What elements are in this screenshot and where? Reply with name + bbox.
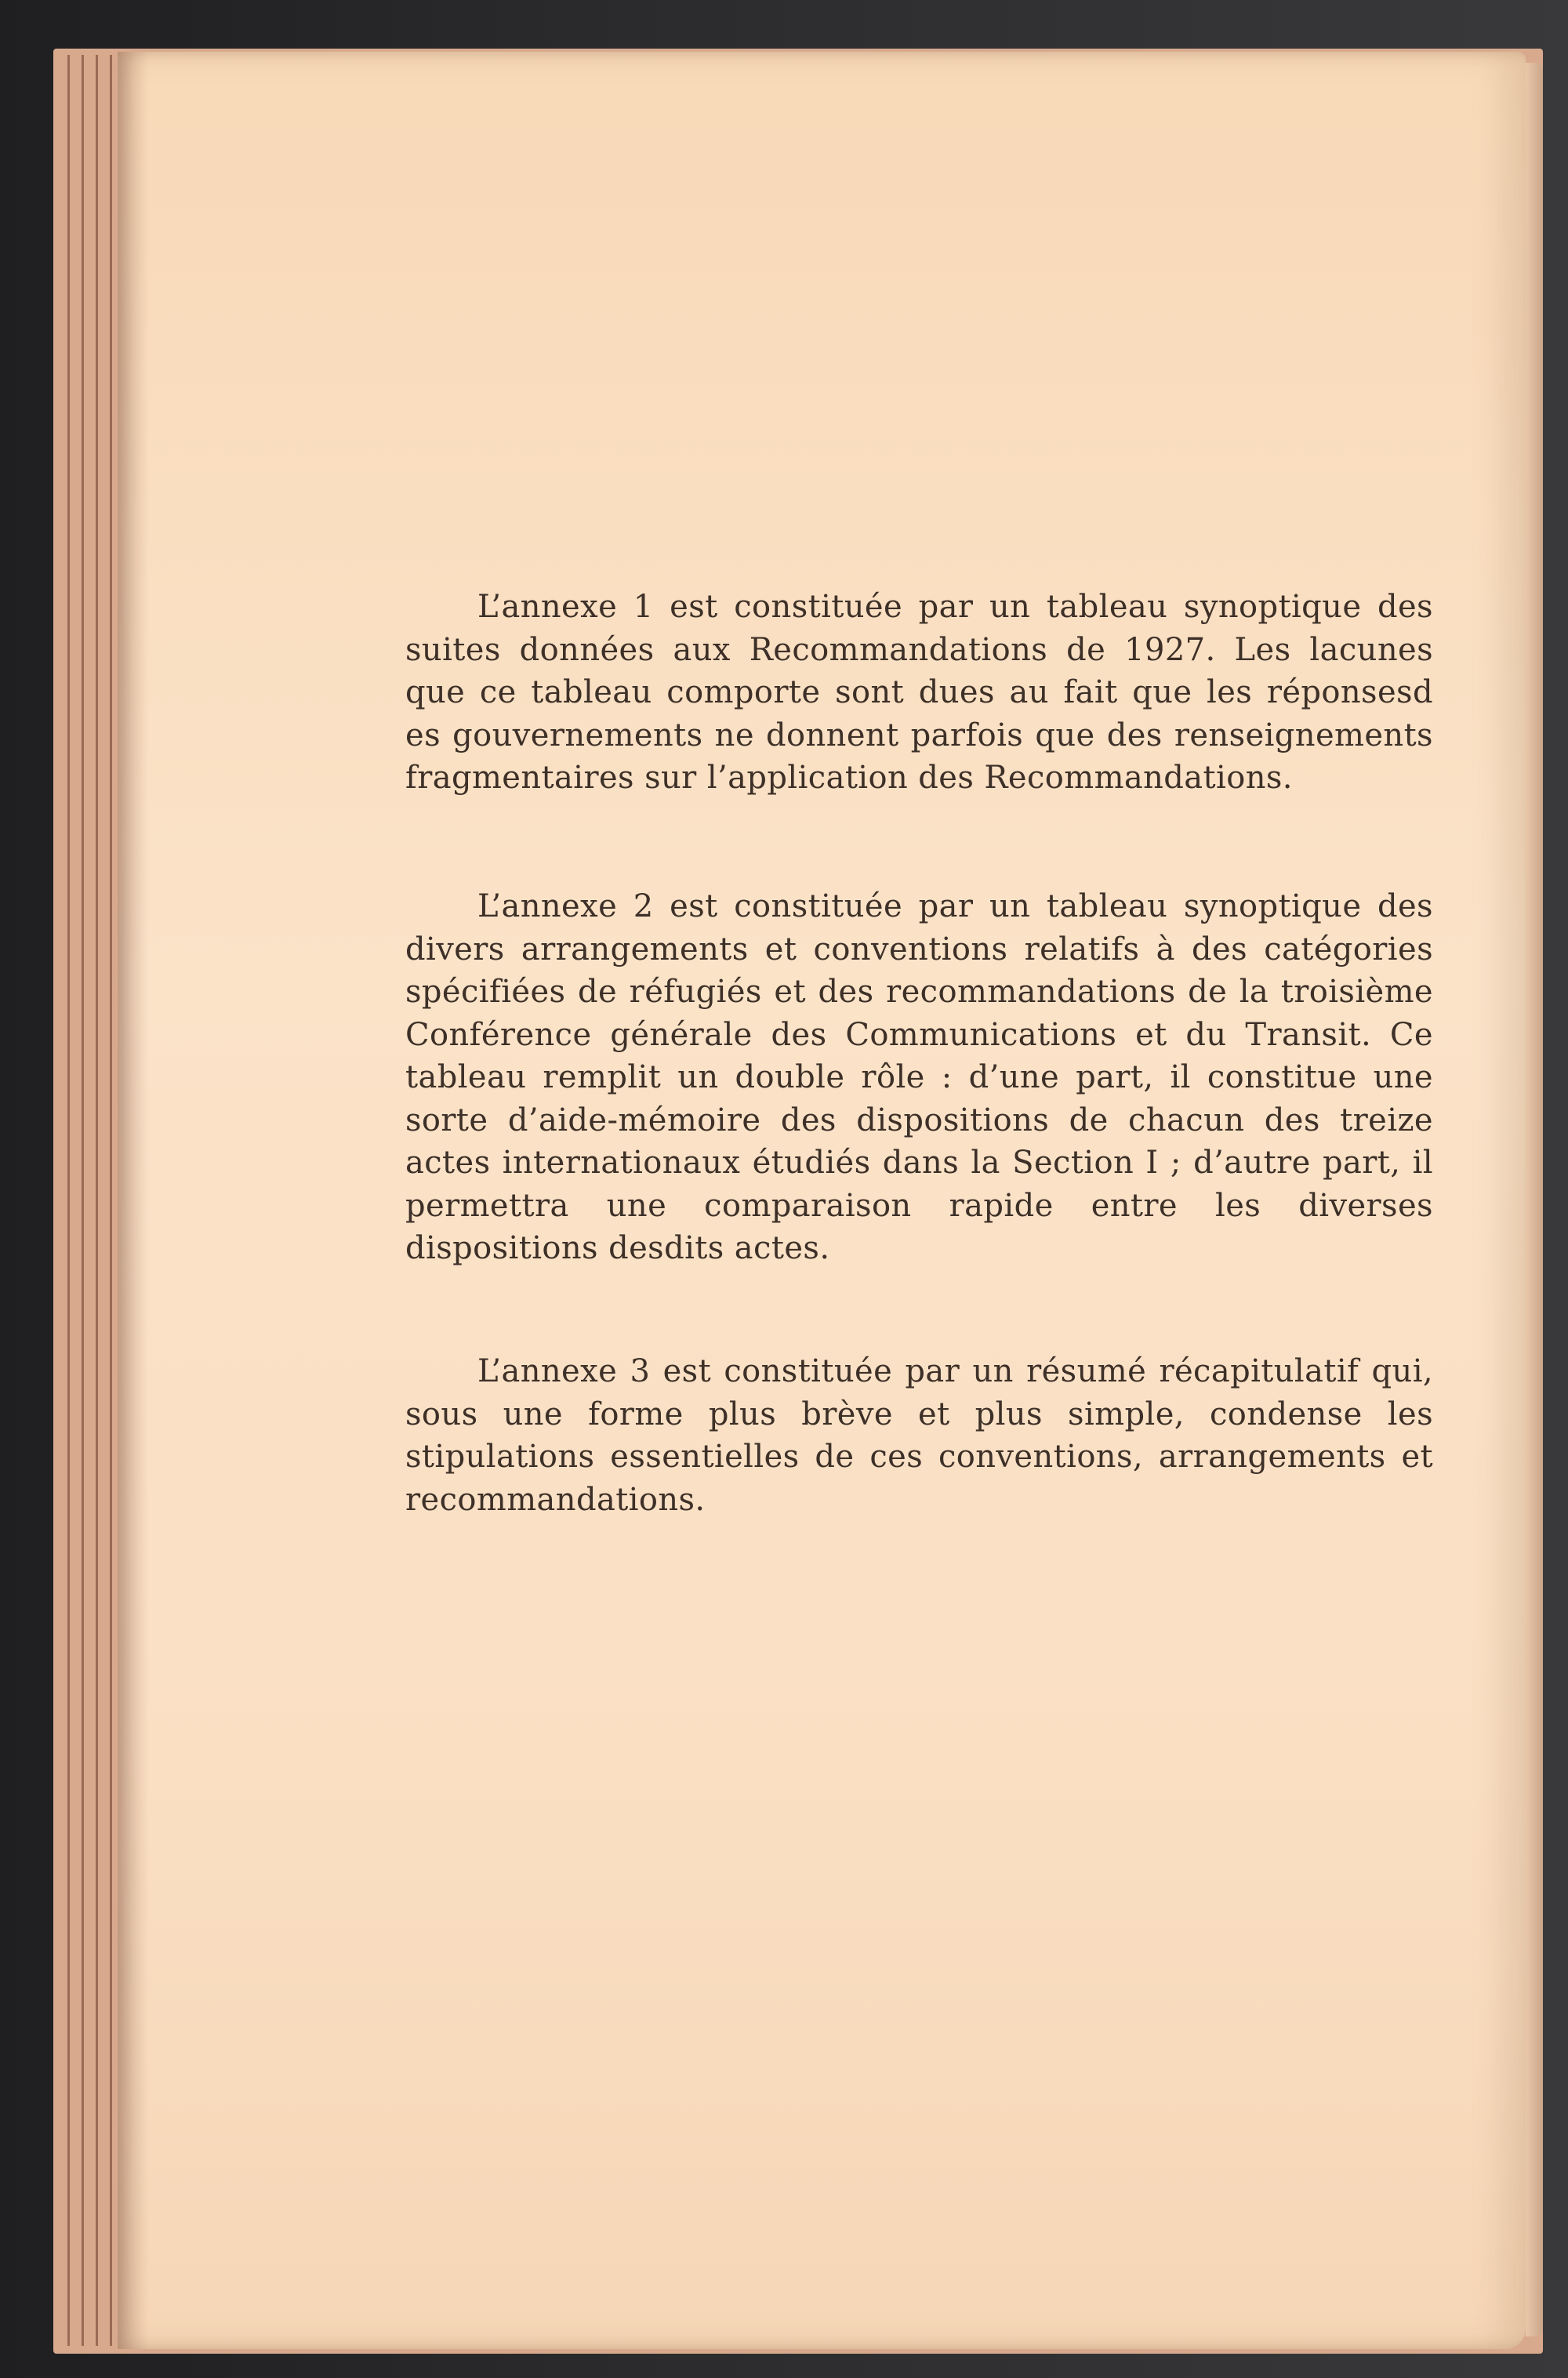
annex-2-paragraph-block xyxy=(405,885,1433,1270)
page-edge-line xyxy=(67,55,70,2346)
annex-2-paragraph: L’annexe 2 est constituée par un tableau synoptique des divers arrangements et conventions relatifs à des catégories spécifiées de réfugiés et des recommandations de la troisième Conférence générale des Communications et du Transit. Ce tableau remplit un double rôle : d’une part, il constitue une sorte d’aide-mémoire des dispositions de chacun des treize actes internationaux étudiés dans la Section I ; d’autre part, il permettra une comparaison rapide entre les diverses dispositions desdits actes. xyxy=(405,888,1433,1266)
annex-3-paragraph: L’annexe 3 est constituée par un résumé récapitulatif qui, sous une forme plus brève et plus simple, condense les stipulations essentielles de ces conventions, arrangements et recommandations. xyxy=(405,1353,1433,1518)
annex-1-paragraph-block xyxy=(405,586,1433,800)
page-edge-line xyxy=(110,55,112,2346)
annex-1-paragraph: L’annexe 1 est constituée par un tableau synoptique des suites données aux Recommandations de 1927. Les lacunes que ce tableau comporte sont dues au fait que les réponsesd es gouvernements ne donnent parfois que des renseignements fragmentaires sur l’application des Recommandations. xyxy=(405,589,1433,796)
facing-page-edge xyxy=(1526,63,1543,2336)
page-edge-line xyxy=(82,55,84,2346)
gutter-shadow xyxy=(118,52,149,2349)
page-edge-line xyxy=(96,55,98,2346)
annex-3-paragraph-block xyxy=(405,1350,1433,1521)
